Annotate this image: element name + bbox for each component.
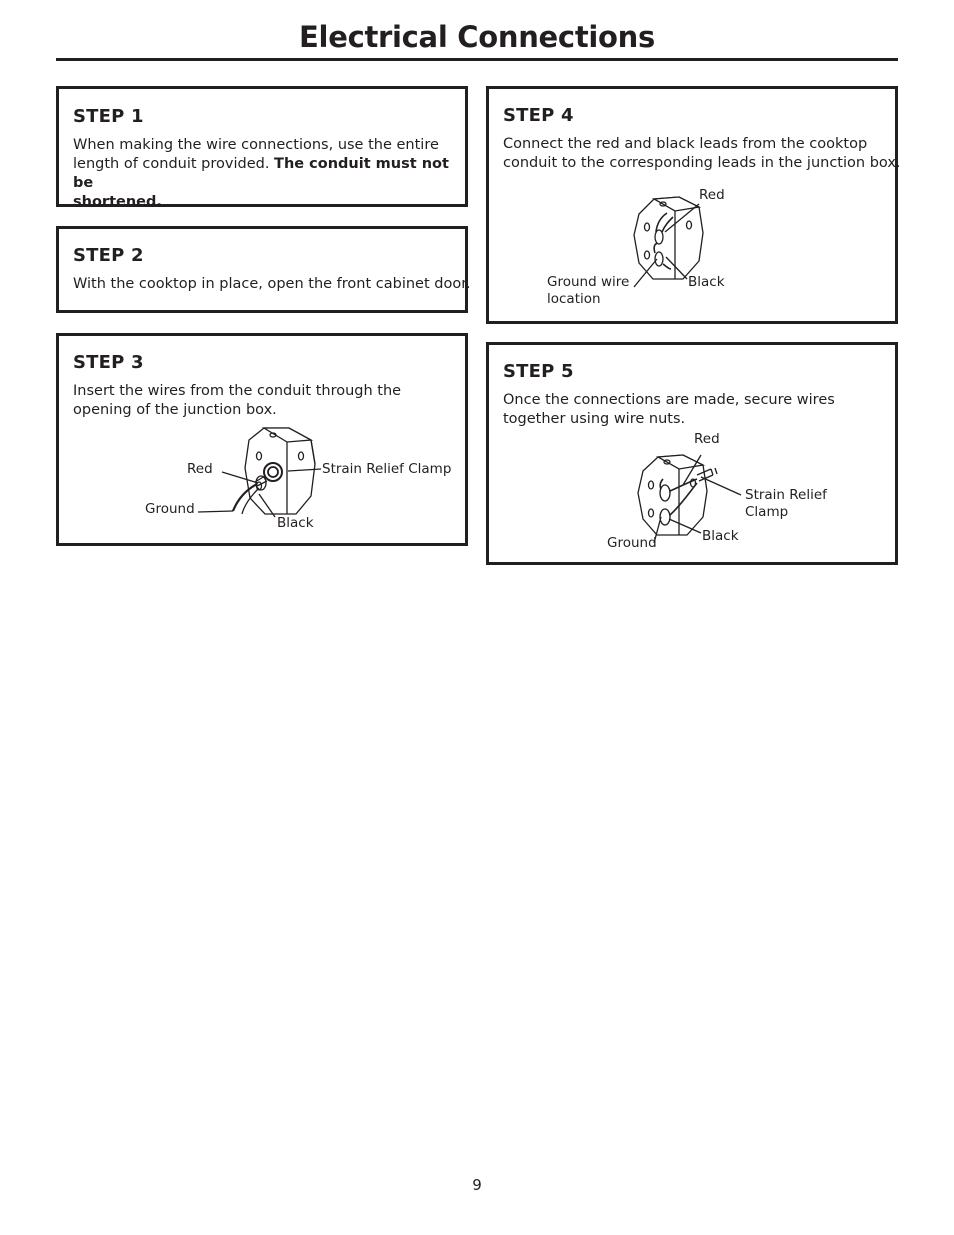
step-4-text-line1: Connect the red and black leads from the cooktop bbox=[503, 136, 868, 152]
step-3-text-line1: Insert the wires from the conduit through the bbox=[73, 383, 402, 399]
step-2-title: STEP 2 bbox=[73, 245, 144, 266]
step-5-ground-label: Ground bbox=[607, 535, 657, 551]
page-title: Electrical Connections bbox=[299, 20, 655, 54]
step-4-ground-line1: Ground wire bbox=[547, 274, 630, 290]
step-5-strain-line1: Strain Relief bbox=[745, 487, 827, 503]
step-5-text-line2: together using wire nuts. bbox=[503, 411, 686, 427]
step-4-red-label: Red bbox=[699, 187, 725, 203]
step-1-text bbox=[73, 136, 465, 212]
step-1-box bbox=[56, 86, 468, 210]
step-4-box bbox=[486, 86, 901, 324]
step-4-text-line2: conduit to the corresponding leads in the junction box. bbox=[503, 155, 901, 171]
step-5-black-label: Black bbox=[702, 528, 739, 544]
step-1-warning-cont: shortened. bbox=[73, 194, 162, 210]
step-2-box bbox=[56, 226, 471, 313]
step-1-title: STEP 1 bbox=[73, 106, 144, 127]
junction-box-illustration bbox=[489, 345, 901, 568]
step-5-strain-line2: Clamp bbox=[745, 504, 789, 520]
step-3-red-label: Red bbox=[187, 461, 213, 477]
step-4-black-label: Black bbox=[688, 274, 725, 290]
step-4-ground-location-label bbox=[547, 274, 629, 308]
step-3-black-label: Black bbox=[277, 515, 314, 531]
step-4-title: STEP 4 bbox=[503, 105, 574, 126]
step-5-strain-relief-label bbox=[745, 487, 827, 521]
step-5-text-line1: Once the connections are made, secure wires bbox=[503, 392, 835, 408]
step-3-box bbox=[56, 333, 468, 546]
step-2-text: With the cooktop in place, open the front cabinet door. bbox=[73, 276, 471, 292]
step-1-text-line2: length of conduit provided. bbox=[73, 156, 275, 172]
page-number: 9 bbox=[472, 1176, 482, 1194]
step-3-ground-label: Ground bbox=[145, 501, 195, 517]
title-rule bbox=[56, 58, 898, 61]
step-3-text-line2: opening of the junction box. bbox=[73, 402, 277, 418]
step-5-title: STEP 5 bbox=[503, 361, 574, 382]
step-1-warning: The conduit must not be bbox=[73, 156, 449, 191]
step-1-text-line1: When making the wire connections, use the entire bbox=[73, 137, 439, 153]
step-5-box bbox=[486, 342, 898, 565]
junction-box-illustration bbox=[59, 336, 471, 549]
step-3-title: STEP 3 bbox=[73, 352, 144, 373]
step-3-strain-relief-label: Strain Relief Clamp bbox=[322, 461, 452, 477]
step-4-ground-line2: location bbox=[547, 291, 601, 307]
step-5-red-label: Red bbox=[694, 431, 720, 447]
